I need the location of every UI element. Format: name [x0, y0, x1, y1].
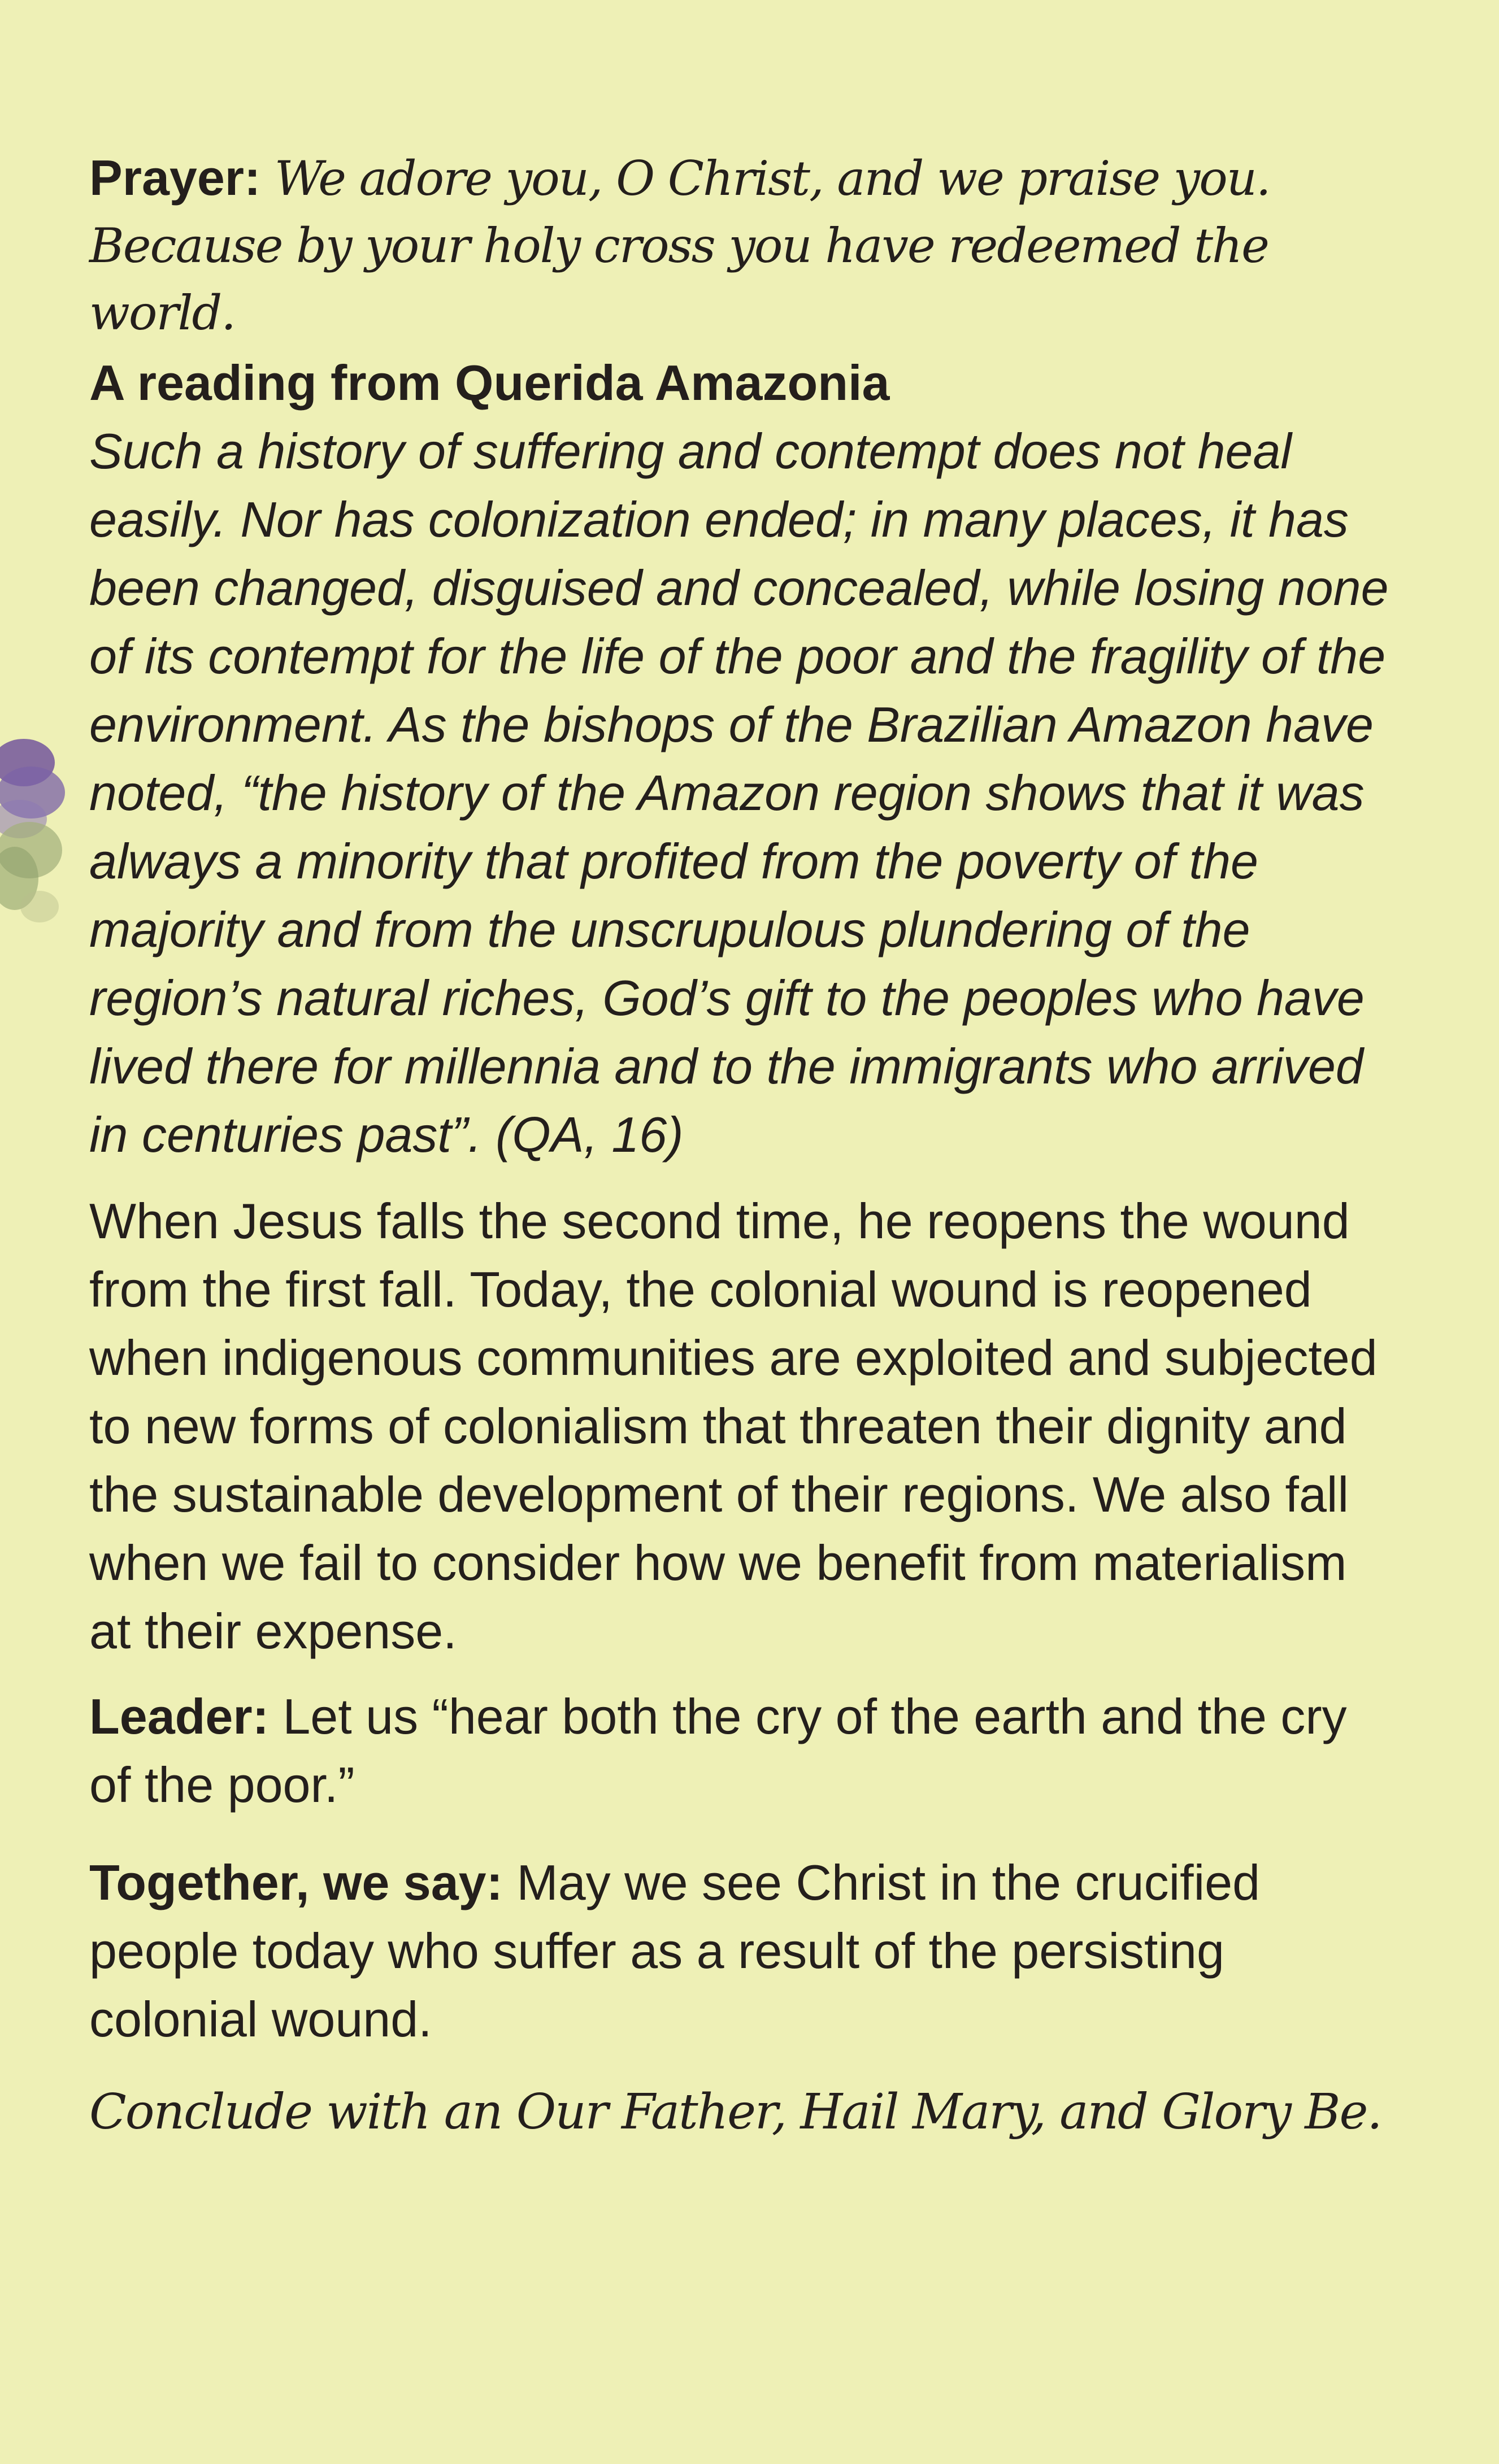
prayer-card-page — [89, 145, 1389, 2147]
conclusion-text: Conclude with an Our Father, Hail Mary, and Glory Be. — [89, 2084, 1381, 2140]
prayer-line-1: We adore you, O Christ, and we praise you. — [274, 151, 1270, 206]
together-label: Together, we say: — [89, 1854, 503, 1910]
prayer-section — [89, 145, 1389, 346]
reading-text: Such a history of suffering and contempt does not heal easily. Nor has colonization ended; in many places, it has been changed, disguised and concealed, while losing none of its contempt for the life of the poor and the fragility of the environment. As the bishops of the Brazilian Amazon have noted, “the history of the Amazon region shows that it was always a minority that profited from the poverty of the majority and from the unscrupulous plundering of the region’s natural riches, God’s gift to the peoples who have lived there for millennia and to the immigrants who arrived in centuries past”. (QA, 16) — [89, 423, 1389, 1163]
reading-title: A reading from Querida Amazonia — [89, 355, 890, 411]
leader-label: Leader: — [89, 1688, 269, 1744]
violet-flower-decoration — [0, 737, 79, 952]
together-text: May we see Christ in the crucified people today who suffer as a result of the persisting colonial wound. — [89, 1854, 1261, 2047]
reflection-paragraph: When Jesus falls the second time, he reopens the wound from the first fall. Today, the colonial wound is reopened when indigenous communities are exploited and subjected to new forms of colonialism that threaten their dignity and the sustainable development of their regions. We also fall when we fail to consider how we benefit from materialism at their expense. — [89, 1193, 1378, 1659]
leader-text: Let us “hear both the cry of the earth and the cry of the poor.” — [89, 1688, 1347, 1813]
prayer-label: Prayer: — [89, 150, 261, 206]
prayer-line-2: Because by your holy cross you have redeemed the world. — [89, 218, 1268, 341]
together-section — [89, 1848, 1389, 2053]
leader-section — [89, 1682, 1389, 1819]
